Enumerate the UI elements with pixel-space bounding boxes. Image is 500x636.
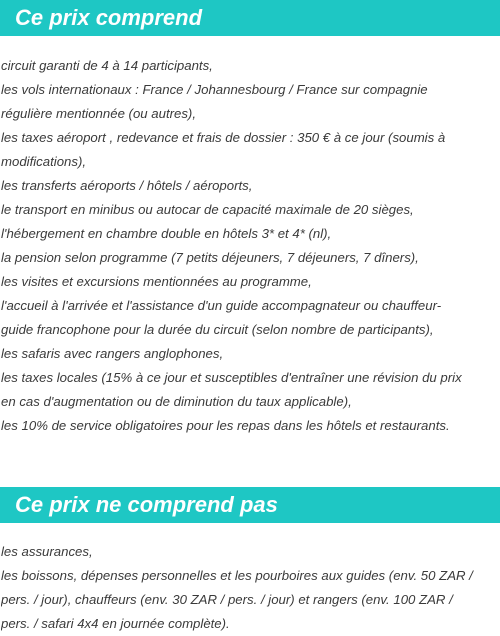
includes-line: les vols internationaux : France / Johannesbourg / France sur compagnie bbox=[1, 82, 428, 97]
section-title-excludes: Ce prix ne comprend pas bbox=[15, 492, 278, 517]
includes-line: régulière mentionnée (ou autres), bbox=[1, 106, 196, 121]
includes-line: les taxes locales (15% à ce jour et susceptibles d'entraîner une révision du prix bbox=[1, 370, 462, 385]
includes-line: le transport en minibus ou autocar de capacité maximale de 20 sièges, bbox=[1, 202, 414, 217]
includes-line: circuit garanti de 4 à 14 participants, bbox=[1, 58, 213, 73]
excludes-line: pers. / jour), chauffeurs (env. 30 ZAR / pers. / jour) et rangers (env. 100 ZAR / bbox=[1, 592, 453, 607]
includes-line: modifications), bbox=[1, 154, 87, 169]
includes-list bbox=[1, 54, 499, 438]
excludes-list bbox=[1, 540, 499, 636]
includes-line: les safaris avec rangers anglophones, bbox=[1, 346, 224, 361]
includes-line: les taxes aéroport , redevance et frais de dossier : 350 € à ce jour (soumis à bbox=[1, 130, 446, 145]
excludes-line: les boissons, dépenses personnelles et les pourboires aux guides (env. 50 ZAR / bbox=[1, 568, 473, 583]
excludes-line: les assurances, bbox=[1, 544, 93, 559]
section-header-includes bbox=[0, 0, 500, 36]
includes-line: les visites et excursions mentionnées au programme, bbox=[1, 274, 312, 289]
includes-line: la pension selon programme (7 petits déjeuners, 7 déjeuners, 7 dîners), bbox=[1, 250, 419, 265]
includes-line: l'accueil à l'arrivée et l'assistance d'un guide accompagnateur ou chauffeur- bbox=[1, 298, 442, 313]
includes-line: les transferts aéroports / hôtels / aéroports, bbox=[1, 178, 253, 193]
includes-line: en cas d'augmentation ou de diminution du taux applicable), bbox=[1, 394, 352, 409]
includes-line: l'hébergement en chambre double en hôtels 3* et 4* (nl), bbox=[1, 226, 332, 241]
excludes-line: pers. / safari 4x4 en journée complète). bbox=[1, 616, 230, 631]
includes-line: guide francophone pour la durée du circuit (selon nombre de participants), bbox=[1, 322, 434, 337]
section-title-includes: Ce prix comprend bbox=[15, 5, 203, 30]
section-header-excludes bbox=[0, 487, 500, 523]
includes-line: les 10% de service obligatoires pour les repas dans les hôtels et restaurants. bbox=[1, 418, 450, 433]
